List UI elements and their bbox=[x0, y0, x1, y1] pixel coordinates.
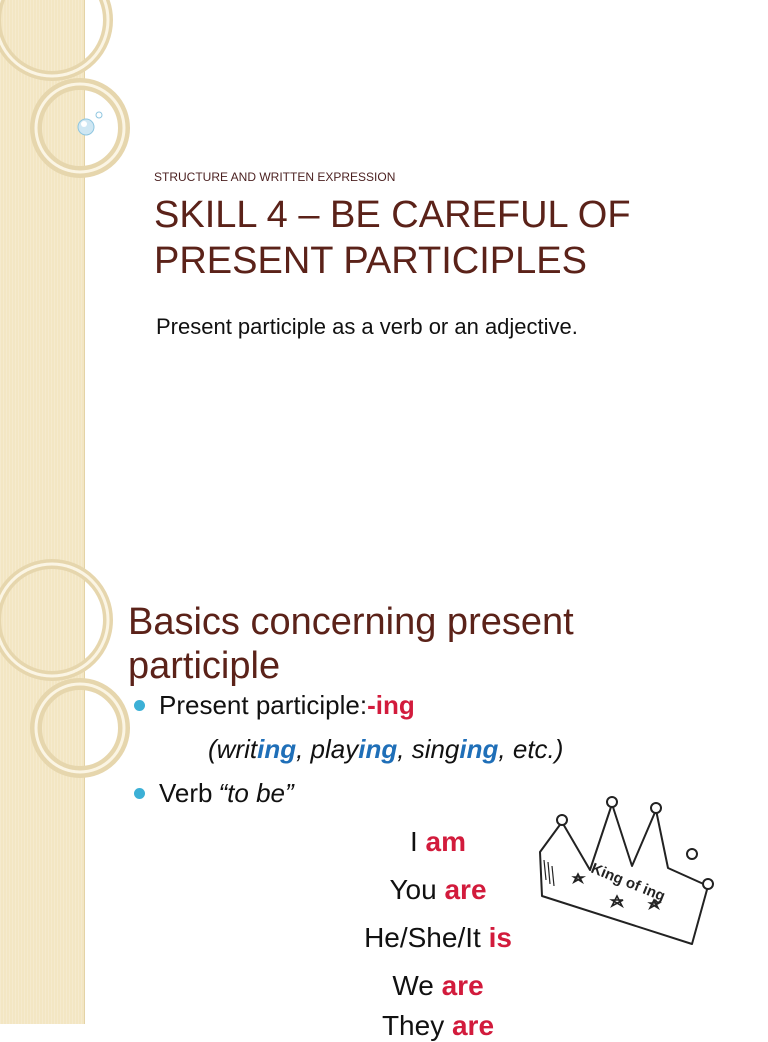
ing-highlight: ing bbox=[459, 734, 499, 764]
conjugation-subject: We bbox=[392, 970, 442, 1001]
ing-suffix: -ing bbox=[367, 690, 415, 720]
slide-subtitle: STRUCTURE AND WRITTEN EXPRESSION bbox=[154, 170, 396, 184]
example-text: , etc.) bbox=[498, 734, 564, 764]
conjugation-subject: He/She/It bbox=[364, 922, 489, 953]
bullet-label: Verb bbox=[159, 778, 213, 808]
bullet-present-participle bbox=[134, 690, 415, 721]
slide-title-line-2: PRESENT PARTICIPLES bbox=[154, 240, 587, 282]
slide-title bbox=[128, 600, 688, 688]
example-text: , sing bbox=[397, 734, 460, 764]
conjugation-row bbox=[288, 970, 588, 1002]
conjugation-row bbox=[288, 1010, 588, 1042]
conjugation-verb: are bbox=[441, 970, 484, 1001]
slide-2 bbox=[0, 578, 768, 1041]
decorative-rings-icon bbox=[0, 0, 140, 578]
decorative-rings-icon bbox=[0, 578, 140, 1024]
conjugation-verb: is bbox=[488, 922, 512, 953]
example-text: (writ bbox=[208, 734, 258, 764]
slide-body-text: Present participle as a verb or an adjective. bbox=[156, 314, 578, 339]
slide-title bbox=[154, 192, 734, 284]
conjugation-subject: They bbox=[381, 1010, 452, 1041]
conjugation-verb: am bbox=[425, 826, 467, 857]
bullet-icon bbox=[134, 700, 145, 711]
conjugation-verb: are bbox=[451, 1010, 495, 1041]
bullet-verb-to-be bbox=[134, 778, 294, 809]
bullet-label: Present participle: bbox=[159, 690, 368, 720]
example-text: , play bbox=[296, 734, 359, 764]
crown-icon bbox=[532, 796, 722, 946]
conjugation-verb: are bbox=[444, 874, 487, 905]
slide-title-line-1: Basics concerning present bbox=[128, 601, 574, 643]
bullet-icon bbox=[134, 788, 145, 799]
ing-highlight: ing bbox=[257, 734, 297, 764]
conjugation-subject: You bbox=[389, 874, 445, 905]
ing-highlight: ing bbox=[358, 734, 398, 764]
to-be-quote: “to be” bbox=[218, 778, 294, 808]
crown-label: King of ing bbox=[588, 859, 668, 906]
examples-line bbox=[208, 734, 563, 765]
slide-title-line-2: participle bbox=[128, 645, 281, 687]
conjugation-subject: I bbox=[409, 826, 426, 857]
slide-title-line-1: SKILL 4 – BE CAREFUL OF bbox=[154, 194, 631, 236]
